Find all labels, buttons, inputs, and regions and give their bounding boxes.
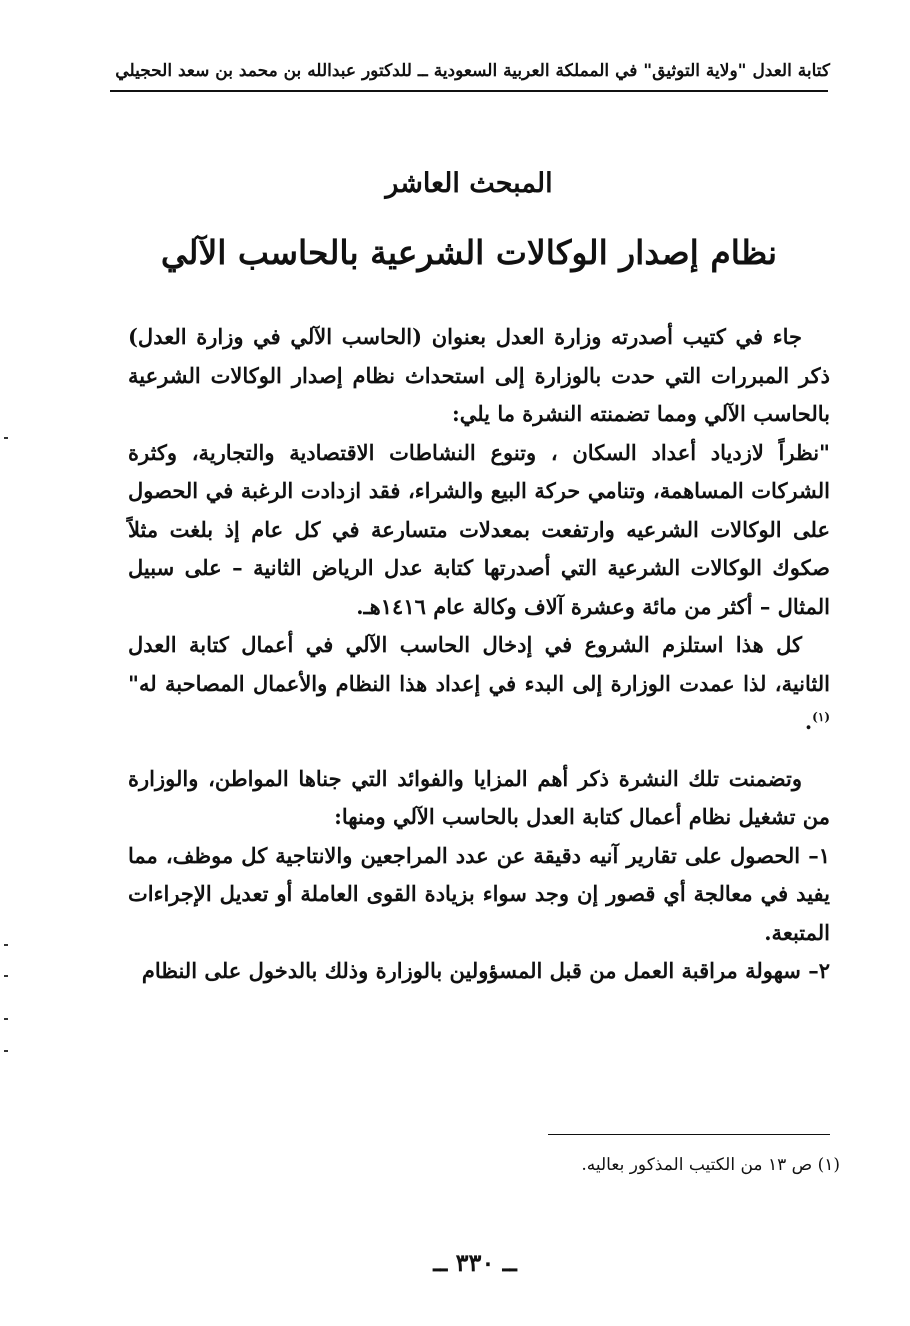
paragraph-quote-end-text: كل هذا استلزم الشروع في إدخال الحاسب الآلي في أعمال كتابة العدل الثانية، لذا عمدت الوزارة إلى البدء في إعداد هذا النظام والأعمال المصاحبة له" xyxy=(128,632,830,696)
page-number: ــ ٣٣٠ ــ xyxy=(433,1248,517,1277)
footnote: (١) ص ١٣ من الكتيب المذكور بعاليه. xyxy=(581,1155,840,1175)
paragraph-quote-end xyxy=(128,626,830,742)
margin-mark xyxy=(4,1050,8,1052)
list-item-2-number: ٢– xyxy=(808,958,830,983)
paragraph-quote-end-period: . xyxy=(804,709,813,734)
running-header: كتابة العدل "ولاية التوثيق" في المملكة العربية السعودية ــ للدكتور عبدالله بن محمد بن سعد الحجيلي xyxy=(115,61,830,81)
margin-mark xyxy=(4,975,8,977)
margin-mark xyxy=(4,1018,8,1020)
list-item-2 xyxy=(128,952,830,991)
footnote-reference[interactable]: (١) xyxy=(812,710,830,724)
list-item-2-text: سهولة مراقبة العمل من قبل المسؤولين بالوزارة وذلك بالدخول على النظام xyxy=(141,958,801,983)
list-item-1-text: الحصول على تقارير آنيه دقيقة عن عدد المراجعين والانتاجية كل موظف، مما يفيد في معالجة أي قصور إن وجد سواء بزيادة القوى العاملة أو تعديل الإجراءات المتبعة. xyxy=(128,842,830,945)
section-title: نظام إصدار الوكالات الشرعية بالحاسب الآلي xyxy=(160,233,778,272)
margin-mark xyxy=(4,437,8,439)
list-item-1-number: ١– xyxy=(808,842,830,868)
list-item-1 xyxy=(128,837,830,953)
paragraph-quote-start: "نظراً لازدياد أعداد السكان ، وتنوع النشاطات الاقتصادية والتجارية، وكثرة الشركات المساهمة، وتنامي حركة البيع والشراء، فقد ازدادت الرغبة في الحصول على الوكالات الشرعيه وارتفعت بمعدلات متسارعة في كل عام إذ بلغت مثلاً صكوك الوكالات الشرعية التي أصدرتها كتابة عدل الرياض الثانية – على سبيل المثال – أكثر من مائة وعشرة آلاف وكالة عام ١٤١٦هـ. xyxy=(128,439,830,619)
section-label: المبحث العاشر xyxy=(385,168,553,199)
footnote-rule xyxy=(548,1134,830,1135)
paragraph-intro: جاء في كتيب أصدرته وزارة العدل بعنوان (الحاسب الآلي في وزارة العدل) ذكر المبررات التي حدت بالوزارة إلى استحداث نظام إصدار الوكالات الشرعية بالحاسب الآلي ومما تضمنته النشرة ما يلي: xyxy=(128,324,830,426)
paragraph-benefits-intro: وتضمنت تلك النشرة ذكر أهم المزايا والفوائد التي جناها المواطن، والوزارة من تشغيل نظام أعمال كتابة العدل بالحاسب الآلي ومنها: xyxy=(128,765,830,829)
header-rule xyxy=(110,90,828,92)
margin-mark xyxy=(4,944,8,946)
body-text xyxy=(128,318,830,991)
